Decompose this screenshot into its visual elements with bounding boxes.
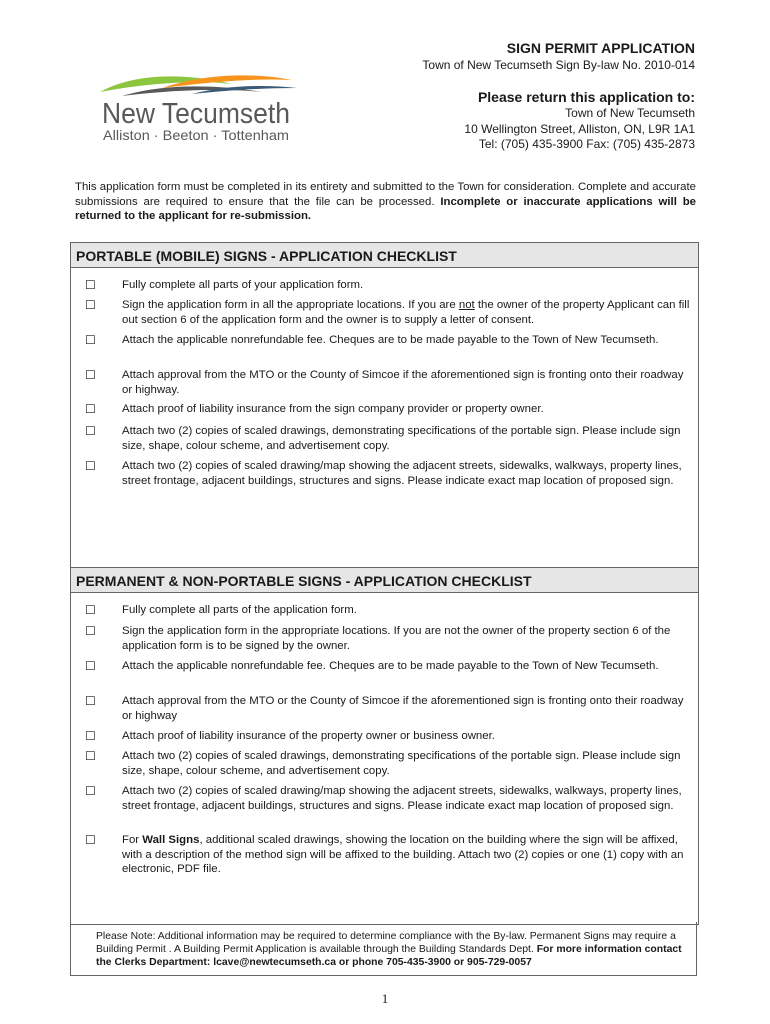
item-text: Sign the application form in all the appropriate locations. If you are not the owner of the property Applicant can fill out section 6 of the application form and the owner is to supply a letter of consent. xyxy=(122,299,690,326)
item-text: For Wall Signs, additional scaled drawings, showing the location on the building where the sign will be affixed, with a description of the method sign will be affixed to the building. Attach two (2) copies or one (1) copy with an electronic, PDF file. xyxy=(122,834,684,875)
return-address xyxy=(464,106,695,153)
address-line: 10 Wellington Street, Alliston, ON, L9R 1A1 xyxy=(464,121,695,136)
checkbox[interactable]: ☐ xyxy=(85,694,96,708)
return-heading: Please return this application to: xyxy=(477,89,695,105)
checkbox[interactable]: ☐ xyxy=(85,749,96,763)
checkbox[interactable]: ☐ xyxy=(85,298,96,312)
permanent-heading: PERMANENT & NON-PORTABLE SIGNS - APPLICATION CHECKLIST xyxy=(71,568,698,593)
item-text: Attach two (2) copies of scaled drawings, demonstrating specifications of the portable sign. Please include sign size, shape, colour scheme, and advertisement copy. xyxy=(122,750,681,777)
page-number: 1 xyxy=(381,991,389,1006)
logo-name: New Tecumseth xyxy=(102,98,290,130)
item-text: Attach approval from the MTO or the County of Simcoe if the aforementioned sign is fronting onto their roadway or highway. xyxy=(122,369,684,396)
checkbox[interactable]: ☐ xyxy=(85,784,96,798)
item-text: Attach proof of liability insurance of the property owner or business owner. xyxy=(122,730,495,742)
item-text: Attach two (2) copies of scaled drawing/map showing the adjacent streets, sidewalks, walkways, property lines, street frontage, adjacent buildings, structures and signs. Please indicate exact map location of proposed sign. xyxy=(122,785,682,812)
checkbox[interactable]: ☐ xyxy=(85,402,96,416)
form-subtitle: Town of New Tecumseth Sign By-law No. 2010-014 xyxy=(422,58,695,72)
intro-text: This application form must be completed in its entirety and submitted to the Town for consideration. Complete and accurate submissions are required to ensure that the file can be processed. xyxy=(75,181,696,208)
portable-heading: PORTABLE (MOBILE) SIGNS - APPLICATION CHECKLIST xyxy=(71,243,698,268)
checkbox[interactable]: ☐ xyxy=(85,603,96,617)
address-line: Tel: (705) 435-3900 Fax: (705) 435-2873 xyxy=(478,137,695,151)
checkbox[interactable]: ☐ xyxy=(85,624,96,638)
new-tecumseth-logo xyxy=(92,70,302,145)
checkbox[interactable]: ☐ xyxy=(85,729,96,743)
portable-checklist xyxy=(70,242,699,570)
checkbox[interactable]: ☐ xyxy=(85,333,96,347)
permanent-checklist xyxy=(70,567,699,925)
note-contact: For more information contact the Clerks Department: lcave@newtecumseth.ca or phone 705-435-3900 or 905-729-0057 xyxy=(96,944,682,968)
checkbox[interactable]: ☐ xyxy=(85,278,96,292)
checkbox[interactable]: ☐ xyxy=(85,659,96,673)
item-text: Fully complete all parts of the application form. xyxy=(122,604,357,616)
intro-paragraph xyxy=(75,180,696,224)
note-text: Please Note: Additional information may be required to determine compliance with the By-law. Permanent Signs may require a Building Permit . A Building Permit Application is available through the Building Standards Dept. xyxy=(96,931,676,955)
note-box xyxy=(70,922,697,976)
address-line: Town of New Tecumseth xyxy=(565,106,695,120)
logo-tagline: Alliston · Beeton · Tottenham xyxy=(103,127,289,143)
checkbox[interactable]: ☐ xyxy=(85,424,96,438)
form-title: SIGN PERMIT APPLICATION xyxy=(506,40,695,56)
item-text: Fully complete all parts of your application form. xyxy=(122,279,364,291)
item-text: Attach two (2) copies of scaled drawings, demonstrating specifications of the portable sign. Please include sign size, shape, colour scheme, and advertisement copy. xyxy=(122,425,681,452)
item-text: Sign the application form in the appropriate locations. If you are not the owner of the property section 6 of the application form is to be signed by the owner. xyxy=(122,625,671,652)
checkbox[interactable]: ☐ xyxy=(85,368,96,382)
intro-warning: Incomplete or inaccurate applications will be returned to the applicant for re-submission. xyxy=(75,195,696,222)
item-text: Attach proof of liability insurance from the sign company provider or property owner. xyxy=(122,403,544,415)
item-text: Attach approval from the MTO or the County of Simcoe if the aforementioned sign is fronting onto their roadway or highway xyxy=(122,695,684,722)
item-text: Attach the applicable nonrefundable fee. Cheques are to be made payable to the Town of New Tecumseth. xyxy=(122,660,659,672)
checkbox[interactable]: ☐ xyxy=(85,459,96,473)
item-text: Attach the applicable nonrefundable fee. Cheques are to be made payable to the Town of New Tecumseth. xyxy=(122,334,659,346)
item-text: Attach two (2) copies of scaled drawing/map showing the adjacent streets, sidewalks, walkways, property lines, street frontage, adjacent buildings, structures and signs. Please indicate exact map location of proposed sign. xyxy=(122,460,682,487)
checkbox[interactable]: ☐ xyxy=(85,833,96,847)
